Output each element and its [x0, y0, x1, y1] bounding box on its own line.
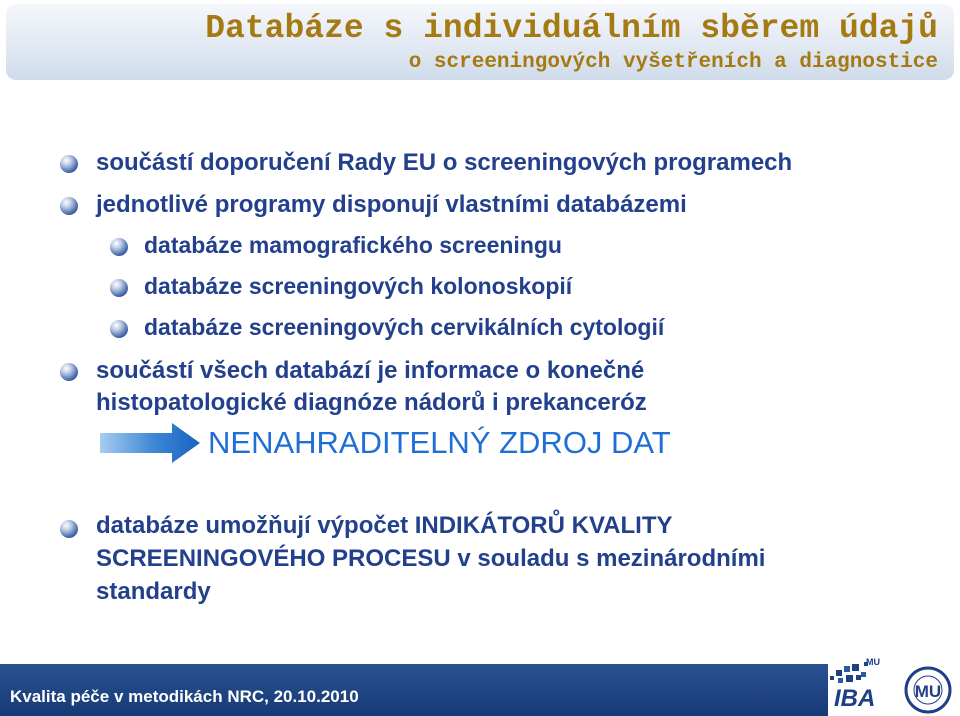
sub-bullet-text: databáze screeningových cervikálních cytologií: [144, 314, 665, 340]
bullet-icon: [60, 520, 78, 538]
bullet-text: databáze umožňují výpočet INDIKÁTORŮ KVALITY: [96, 512, 673, 539]
iba-logo: [828, 650, 960, 716]
logo-area: [828, 650, 960, 716]
sub-bullet-text: databáze mamografického screeningu: [144, 232, 562, 258]
bullet-icon: [110, 279, 128, 297]
bullet-icon: [60, 197, 78, 215]
headline-text: NENAHRADITELNÝ ZDROJ DAT: [208, 425, 671, 460]
svg-text:IBA: IBA: [834, 685, 876, 712]
svg-text:MU: MU: [914, 682, 942, 701]
footer-text: Kvalita péče v metodikách NRC, 20.10.2010: [10, 687, 359, 706]
svg-text:MU: MU: [866, 657, 880, 667]
bullet-icon: [110, 238, 128, 256]
slide-title: Databáze s individuálním sběrem údajů: [205, 10, 938, 47]
sub-bullet-text: databáze screeningových kolonoskopií: [144, 273, 573, 299]
bullet-icon: [60, 363, 78, 381]
title-banner: [6, 4, 954, 80]
bullet-text-continued: standardy: [96, 578, 211, 605]
bullet-icon: [60, 155, 78, 173]
bullet-text-continued: SCREENINGOVÉHO PROCESU v souladu s mezinárodními: [96, 545, 766, 572]
bullet-text: součástí doporučení Rady EU o screeningových programech: [96, 149, 793, 176]
bullet-text: součástí všech databází je informace o konečné: [96, 357, 645, 384]
arrow-right-icon: [100, 423, 200, 463]
bullet-text: jednotlivé programy disponují vlastními databázemi: [96, 191, 687, 218]
footer-bar: [0, 664, 960, 716]
slide-subtitle: o screeningových vyšetřeních a diagnostice: [408, 51, 938, 74]
bullet-text-continued: histopatologické diagnóze nádorů i prekanceróz: [96, 389, 647, 416]
bullet-icon: [110, 320, 128, 338]
